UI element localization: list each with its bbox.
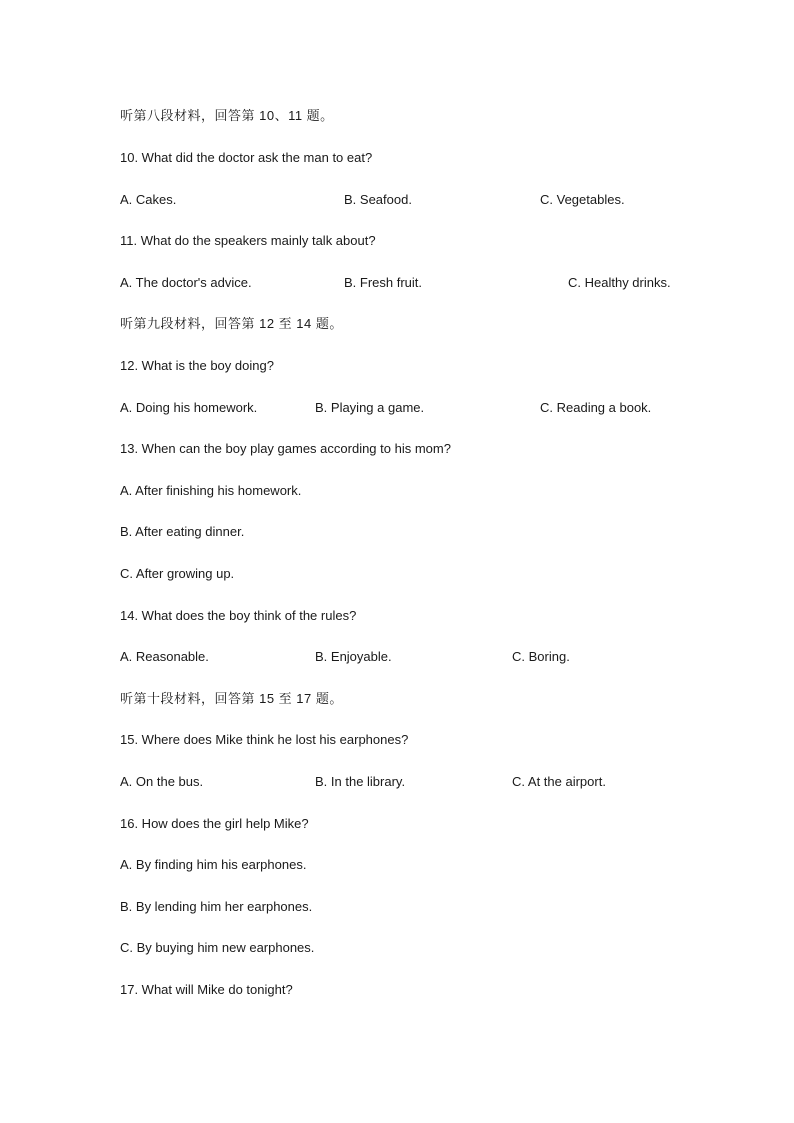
section-heading-8: 听第八段材料，回答第 10、11 题。 xyxy=(120,108,334,123)
question-15-option-c: C. At the airport. xyxy=(512,774,606,789)
question-13-option-c: C. After growing up. xyxy=(120,566,235,581)
question-12-options xyxy=(120,399,794,417)
question-12-option-b: B. Playing a game. xyxy=(315,400,425,415)
question-14-option-b: B. Enjoyable. xyxy=(315,649,392,664)
question-13-stem: 13. When can the boy play games according to his mom? xyxy=(120,441,451,456)
question-12-stem: 12. What is the boy doing? xyxy=(120,358,274,373)
question-10-option-c: C. Vegetables. xyxy=(540,192,625,207)
question-14-option-c: C. Boring. xyxy=(512,649,570,664)
question-10-option-b: B. Seafood. xyxy=(344,192,412,207)
question-16-option-c: C. By buying him new earphones. xyxy=(120,940,315,955)
question-10-stem: 10. What did the doctor ask the man to eat? xyxy=(120,150,373,165)
section-heading-10: 听第十段材料，回答第 15 至 17 题。 xyxy=(120,691,343,706)
question-16-option-a: A. By finding him his earphones. xyxy=(120,857,307,872)
question-16-option-b: B. By lending him her earphones. xyxy=(120,899,313,914)
question-11-options xyxy=(120,274,794,292)
question-15-option-b: B. In the library. xyxy=(315,774,406,789)
question-15-stem: 15. Where does Mike think he lost his earphones? xyxy=(120,732,409,747)
question-10-options xyxy=(120,191,794,209)
question-11-stem: 11. What do the speakers mainly talk about? xyxy=(120,233,376,248)
question-17-stem: 17. What will Mike do tonight? xyxy=(120,982,293,997)
question-16-stem: 16. How does the girl help Mike? xyxy=(120,816,309,831)
question-13-option-b: B. After eating dinner. xyxy=(120,524,245,539)
question-11-option-a: A. The doctor's advice. xyxy=(120,275,252,290)
question-15-option-a: A. On the bus. xyxy=(120,774,204,789)
question-14-stem: 14. What does the boy think of the rules? xyxy=(120,608,357,623)
section-heading-9: 听第九段材料，回答第 12 至 14 题。 xyxy=(120,316,343,331)
question-14-options xyxy=(120,648,794,666)
question-15-options xyxy=(120,773,794,791)
question-12-option-c: C. Reading a book. xyxy=(540,400,652,415)
question-11-option-c: C. Healthy drinks. xyxy=(568,275,671,290)
question-14-option-a: A. Reasonable. xyxy=(120,649,209,664)
question-11-option-b: B. Fresh fruit. xyxy=(344,275,423,290)
question-10-option-a: A. Cakes. xyxy=(120,192,177,207)
question-12-option-a: A. Doing his homework. xyxy=(120,400,258,415)
question-13-option-a: A. After finishing his homework. xyxy=(120,483,302,498)
